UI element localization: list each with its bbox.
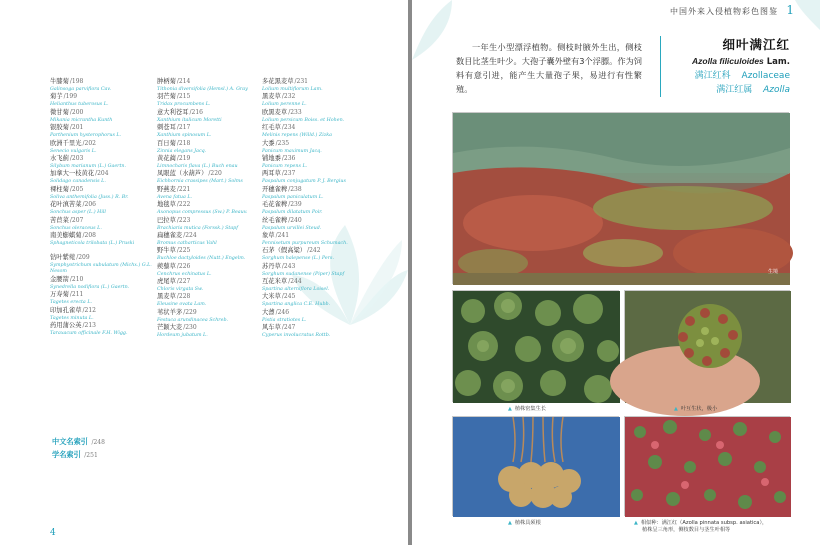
entry-page-number: /229 [183, 308, 197, 316]
entry-chinese-name: 裸柱菊 [50, 185, 69, 193]
entry-scientific-name: Avena fatua L. [157, 194, 193, 200]
entry-chinese-name: 药用蒲公英 [50, 322, 82, 330]
entry-chinese-name: 万寿菊 [50, 291, 69, 299]
index-entry[interactable] [262, 68, 367, 92]
caption-leaf-closeup [674, 406, 717, 413]
link-page: /248 [91, 439, 105, 446]
entry-page-number: /222 [176, 201, 191, 209]
entry-chinese-name: 钻叶紫菀 [50, 253, 76, 261]
entry-scientific-name: Xanthium spinosum L. [157, 133, 212, 139]
entry-page-number: /211 [69, 291, 84, 299]
entry-page-number: /209 [76, 253, 90, 261]
entry-chinese-name: 印加孔雀草 [50, 306, 82, 314]
entry-scientific-name: Paspalum dilatatum Poir. [262, 210, 323, 216]
index-entry[interactable] [262, 160, 367, 185]
entry-chinese-name: 肿柄菊 [157, 78, 176, 85]
entry-chinese-name: 地毯草 [157, 201, 176, 209]
entry-chinese-name: 石茅（假高粱） [262, 247, 307, 255]
index-entry[interactable] [157, 283, 262, 308]
entry-page-number: /238 [288, 185, 302, 193]
habitat-photo [452, 112, 789, 284]
entry-page-number: /232 [281, 93, 296, 101]
entry-page-number: /247 [281, 324, 296, 332]
caption-text: 叶互生状，极小 [680, 406, 718, 412]
entry-chinese-name: 扁穗雀麦 [157, 231, 183, 239]
entry-scientific-name: Eleusine ovata Lam. [157, 302, 207, 308]
index-entry[interactable] [157, 299, 262, 323]
right-page-number: 1 [786, 3, 794, 17]
index-entry[interactable] [157, 145, 262, 169]
entry-page-number: /221 [176, 185, 191, 193]
entry-page-number: /199 [63, 93, 78, 101]
entry-page-number: /204 [95, 170, 109, 178]
entry-page-number: /237 [281, 170, 296, 178]
caption-dense-growth [508, 406, 546, 413]
caption-text: 植株呈三角形，侧枝数目与茎生叶相等 [642, 527, 731, 533]
entry-chinese-name: 欧洲千里光 [50, 139, 82, 147]
entry-scientific-name: Sonchus asper (L.) Hill [50, 210, 106, 216]
entry-page-number: /207 [69, 216, 84, 224]
entry-scientific-name: Lolium perenne L. [262, 102, 307, 108]
link-label: 中文名索引 [52, 437, 88, 446]
triangle-bullet-icon: ▲ [634, 520, 638, 526]
entry-scientific-name: Panicum repens L. [262, 163, 308, 169]
family-chinese: 满江红科 [694, 71, 731, 81]
roots-illustration [453, 417, 620, 517]
entry-scientific-name: Synedrella nodiflora (L.) Gaertn. [50, 284, 130, 290]
entry-scientific-name: Paspalum paniculatum L. [262, 194, 324, 200]
entry-page-number: /219 [176, 154, 191, 162]
entry-scientific-name: Axonopus compressus (Sw.) P. Beauv. [157, 210, 248, 216]
entry-chinese-name: 铺地黍 [262, 154, 281, 162]
entry-chinese-name: 微甘菊 [50, 108, 69, 116]
entry-scientific-name: Eichhornia crassipes (Mart.) Solms [157, 179, 243, 185]
entry-chinese-name: 加拿大一枝黄花 [50, 170, 95, 178]
chinese-name-index-link[interactable] [52, 436, 105, 449]
entry-chinese-name: 菊芋 [50, 93, 63, 101]
entry-scientific-name: Pistia stratiotes L. [262, 317, 307, 323]
entry-page-number: /198 [69, 78, 84, 85]
index-entry[interactable] [262, 237, 367, 262]
entry-page-number: /243 [281, 262, 296, 270]
entry-scientific-name: Sorghum sudanense (Piper) Stapf [262, 271, 345, 277]
entry-scientific-name: Solidago canadensis L. [50, 179, 106, 185]
entry-chinese-name: 牛膝菊 [50, 78, 69, 85]
entry-page-number: /205 [69, 185, 84, 193]
entry-chinese-name: 野燕麦 [157, 185, 176, 193]
entry-chinese-name: 苦苣菜 [50, 216, 69, 224]
entry-page-number: /220 [208, 170, 222, 178]
entry-page-number: /216 [189, 108, 203, 116]
entry-page-number: /240 [288, 216, 302, 224]
entry-chinese-name: 毛花雀稗 [262, 201, 288, 209]
index-entry[interactable] [262, 314, 367, 339]
caption-roots [508, 520, 541, 527]
index-entry[interactable] [262, 99, 367, 123]
entry-chinese-name: 大黍 [262, 139, 275, 147]
index-column-3 [262, 68, 367, 339]
entry-chinese-name: 羽芒菊 [157, 93, 176, 101]
entry-page-number: /202 [82, 139, 96, 147]
entry-page-number: /224 [183, 231, 197, 239]
entry-scientific-name: Senecio vulgaris L. [50, 148, 97, 154]
caption-text: 植株具须根 [514, 520, 541, 526]
entry-scientific-name: Sphagneticola trilobata (L.) Pruski [50, 240, 135, 246]
triangle-bullet-icon: ▲ [674, 406, 678, 412]
entry-chinese-name: 苇状羊茅 [157, 308, 183, 316]
species-chinese-name: 细叶满江红 [722, 37, 790, 52]
entry-page-number: /213 [82, 322, 96, 330]
entry-page-number: /244 [288, 278, 302, 286]
entry-chinese-name: 花叶滇苦菜 [50, 201, 82, 209]
dense-growth-photo [452, 290, 619, 402]
entry-chinese-name: 意大利苍耳 [157, 108, 189, 116]
entry-chinese-name: 凤眼蓝（水葫芦） [157, 170, 208, 178]
entry-chinese-name: 欧黑麦草 [262, 108, 288, 116]
running-head [670, 6, 778, 17]
right-page [412, 0, 820, 545]
caption-similar-species [634, 520, 767, 534]
entry-chinese-name: 多花黑麦草 [262, 78, 294, 85]
entry-page-number: /215 [176, 93, 191, 101]
roots-photo [452, 416, 619, 516]
entry-page-number: /236 [281, 154, 296, 162]
dense-growth-illustration [453, 291, 620, 403]
caption-text: 植株密集生长 [514, 406, 546, 412]
species-title-block [660, 36, 790, 97]
entry-page-number: /201 [69, 124, 84, 132]
link-page: /251 [84, 452, 98, 459]
index-entry[interactable] [50, 222, 155, 244]
entry-scientific-name: Paspalum conjugatum P. J. Bergius [262, 179, 346, 185]
entry-page-number: /235 [275, 139, 290, 147]
entry-page-number: /228 [176, 293, 191, 301]
entry-page-number: /230 [183, 324, 197, 332]
genus-line [661, 83, 790, 97]
entry-scientific-name: Bromus catharticus Vahl [157, 240, 217, 246]
entry-chinese-name: 黑麦草 [262, 93, 281, 101]
entry-page-number: /212 [82, 306, 96, 314]
index-entry[interactable] [157, 68, 262, 92]
entry-page-number: /206 [82, 201, 96, 209]
triangle-bullet-icon: ▲ [508, 406, 512, 412]
species-author: Lam. [766, 57, 790, 67]
entry-scientific-name: Tridax procumbens L. [157, 102, 211, 108]
index-entry[interactable] [50, 312, 155, 337]
entry-scientific-name: Panicum maximum Jacq. [262, 148, 322, 154]
entry-chinese-name: 巴拉草 [157, 216, 176, 224]
entry-page-number: /227 [176, 278, 191, 286]
photo-label: 生境 [767, 269, 778, 275]
index-links [52, 436, 105, 462]
entry-chinese-name: 两耳草 [262, 170, 281, 178]
index-entry[interactable] [50, 145, 155, 169]
entry-scientific-name: Silybum marianum (L.) Gaertn. [50, 163, 126, 169]
genus-chinese: 满江红属 [716, 85, 753, 95]
entry-page-number: /234 [281, 124, 296, 132]
entry-chinese-name: 蒺藜草 [157, 262, 176, 270]
similar-species-illustration [625, 417, 791, 517]
entry-scientific-name: Tagetes minuta L. [50, 315, 94, 321]
entry-chinese-name: 红毛草 [262, 124, 281, 132]
entry-chinese-name: 大薸 [262, 308, 275, 316]
entry-chinese-name: 刺苍耳 [157, 124, 176, 132]
entry-scientific-name: Lolium persicum Boiss. et Hohen. [262, 117, 345, 123]
entry-scientific-name: Symphyotrichum subulatum (Michx.) G.L. Nesom [50, 262, 152, 275]
entry-scientific-name: Spartina alterniflora Loisel. [262, 287, 330, 293]
entry-page-number: /225 [176, 247, 191, 255]
entry-page-number: /245 [281, 293, 296, 301]
entry-scientific-name: Helianthus tuberosus L. [50, 102, 109, 108]
entry-chinese-name: 象草 [262, 231, 275, 239]
entry-scientific-name: Paspalum urvillei Steud. [262, 225, 322, 231]
genus-scientific: Azolla [763, 85, 790, 95]
entry-scientific-name: Hordeum jubatum L. [157, 333, 208, 339]
entry-page-number: /223 [176, 216, 191, 224]
entry-chinese-name: 金腰箭 [50, 275, 69, 283]
species-scientific-name [661, 54, 790, 69]
habitat-illustration [453, 113, 790, 285]
index-entry[interactable] [157, 160, 262, 185]
entry-chinese-name: 黑麦草 [157, 293, 176, 301]
entry-scientific-name: Pennisetum purpureum Schumach. [262, 240, 348, 246]
family-scientific: Azollaceae [741, 71, 790, 81]
entry-page-number: /231 [294, 78, 308, 85]
entry-page-number: /200 [69, 108, 84, 116]
entry-scientific-name: Limnocharis flava (L.) Buch enau [157, 163, 238, 169]
book-title: 中国外来入侵植物彩色图鉴 [670, 7, 778, 16]
entry-chinese-name: 苏丹草 [262, 262, 281, 270]
species-binomial: Azolla filiculoides [691, 56, 764, 66]
entry-page-number: /217 [176, 124, 191, 132]
entry-page-number: /203 [69, 154, 84, 162]
entry-scientific-name: Festuca arundinacea Schreb. [157, 317, 229, 323]
entry-scientific-name: Tithonia diversifolia (Hemsl.) A. Gray [157, 87, 248, 92]
entry-chinese-name: 百日菊 [157, 139, 176, 147]
entry-scientific-name: Soliva anthemifolia (Juss.) R. Br. [50, 194, 129, 200]
entry-scientific-name: Spartina anglica C.E. Hubb. [262, 302, 331, 308]
left-page-number: 4 [50, 528, 56, 538]
entry-scientific-name: Xanthium italicum Moretti [157, 117, 222, 123]
entry-chinese-name: 水飞蓟 [50, 154, 69, 162]
index-entry[interactable] [50, 160, 155, 185]
entry-scientific-name: Sorghum halepense (L.) Pers. [262, 256, 335, 262]
entry-chinese-name: 虎尾草 [157, 278, 176, 286]
entry-chinese-name: 银胶菊 [50, 124, 69, 132]
entry-scientific-name: Mikania micrantha Kunth [50, 117, 113, 123]
entry-page-number: /241 [275, 231, 290, 239]
entry-chinese-name: 南美蟛蜞菊 [50, 231, 82, 239]
link-label: 学名索引 [52, 450, 81, 459]
species-description: 一年生小型漂浮植物。侧枝时腋外生出，侧枝数目比茎生叶少。大孢子囊外壁有3个浮膘。作为饲料有意引进，能产生大量孢子果，易进行有性繁殖。 [456, 42, 642, 94]
triangle-bullet-icon: ▲ [508, 520, 512, 526]
entry-chinese-name: 风车草 [262, 324, 281, 332]
index-column-2 [157, 68, 262, 339]
family-line [661, 69, 790, 83]
entry-scientific-name: Brachiaria mutica (Forssk.) Stapf [157, 225, 239, 231]
entry-page-number: /208 [82, 231, 96, 239]
index-entry[interactable] [50, 68, 155, 92]
entry-page-number: /214 [176, 78, 191, 85]
entry-page-number: /210 [69, 275, 84, 283]
entry-scientific-name: Zinnia elegans Jacq. [157, 148, 207, 154]
entry-page-number: /246 [275, 308, 290, 316]
entry-page-number: /226 [176, 262, 191, 270]
entry-scientific-name: Melinis repens (Willd.) Zizka [262, 133, 333, 139]
index-entry[interactable] [50, 297, 155, 321]
entry-chinese-name: 黄花蔺 [157, 154, 176, 162]
entry-scientific-name: Taraxacum officinale F.H. Wigg. [50, 331, 128, 337]
entry-page-number: /218 [176, 139, 191, 147]
entry-scientific-name: Galinsoga parviflora Cav. [50, 87, 112, 92]
index-entry[interactable] [50, 244, 155, 275]
index-entry[interactable] [157, 191, 262, 216]
entry-page-number: /239 [288, 201, 302, 209]
caption-text: 相似种：满江红（Azolla pinnata subsp. asiatica）， [640, 520, 768, 526]
entry-scientific-name: Buchloe dactyloides (Nutt.) Engelm. [157, 256, 246, 262]
entry-scientific-name: Cyperus involucratus Rottb. [262, 333, 331, 339]
entry-scientific-name: Cenchrus echinatus L. [157, 271, 212, 277]
entry-scientific-name: Lolium multiflorum Lam. [262, 87, 323, 92]
entry-chinese-name: 大米草 [262, 293, 281, 301]
similar-species-photo [624, 416, 790, 516]
index-column-1 [50, 68, 155, 337]
entry-page-number: /233 [288, 108, 302, 116]
entry-chinese-name: 芒颖大麦 [157, 324, 183, 332]
entry-page-number: /242 [307, 247, 321, 255]
entry-chinese-name: 丝毛雀稗 [262, 216, 288, 224]
left-page [0, 0, 408, 545]
entry-chinese-name: 野牛草 [157, 247, 176, 255]
entry-chinese-name: 互花米草 [262, 278, 288, 286]
entry-chinese-name: 开穗雀稗 [262, 185, 288, 193]
entry-scientific-name: Tagetes erecta L. [50, 300, 93, 306]
leaf-closeup-photo [624, 290, 790, 402]
scientific-name-index-link[interactable] [52, 449, 105, 462]
entry-scientific-name: Parthenium hysterophorus L. [50, 133, 122, 139]
entry-scientific-name: Sonchus oleraceus L. [50, 225, 102, 231]
entry-scientific-name: Chloris virgata Sw. [157, 287, 204, 293]
leaf-closeup-illustration [625, 291, 791, 403]
